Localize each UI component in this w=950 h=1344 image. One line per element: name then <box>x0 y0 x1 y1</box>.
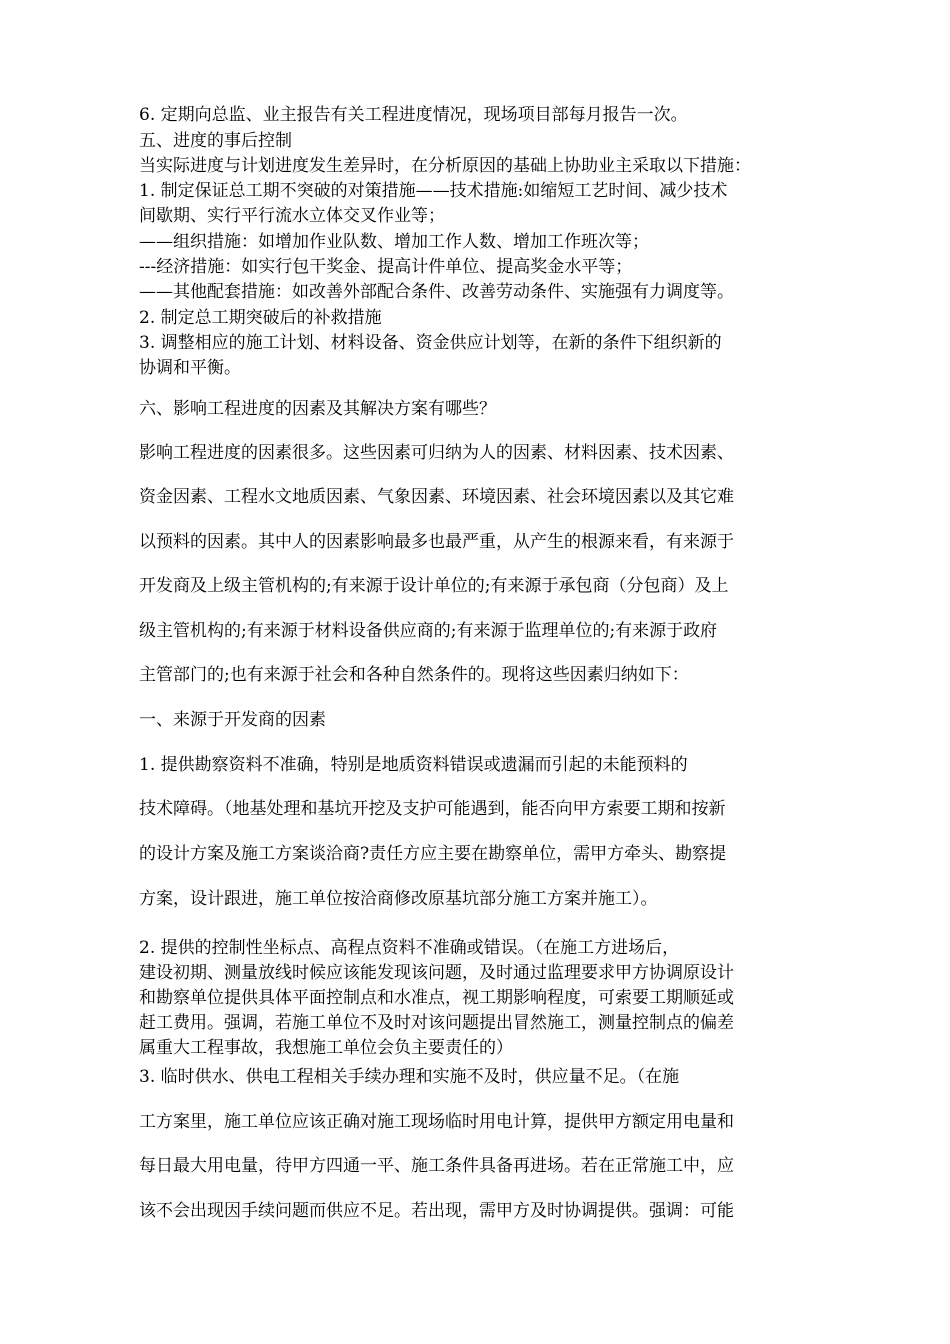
paragraph-line: 主管部门的;也有来源于社会和各种自然条件的。现将这些因素归纳如下： <box>139 665 689 685</box>
point-3-line: 3. 临时供水、供电工程相关手续办理和实施不及时，供应量不足。（在施 <box>139 1067 680 1087</box>
point-2-line: 赶工费用。强调，若施工单位不及时对该问题提出冒然施工，测量控制点的偏差 <box>139 1013 734 1033</box>
list-item-1-line-1: 1. 制定保证总工期不突破的对策措施——技术措施:如缩短工艺时间、减少技术 <box>139 181 728 201</box>
econ-measures: ---经济措施：如实行包干奖金、提高计件单位、提高奖金水平等； <box>139 257 633 277</box>
point-1-line: 技术障碍。（地基处理和基坑开挖及支护可能遇到，能否向甲方索要工期和按新 <box>139 799 726 819</box>
point-3-line: 工方案里，施工单位应该正确对施工现场临时用电计算，提供甲方额定用电量和 <box>139 1112 734 1132</box>
point-2-line: 建设初期、测量放线时候应该能发现该问题，及时通过监理要求甲方协调原设计 <box>139 963 734 983</box>
point-1-line: 的设计方案及施工方案谈洽商?责任方应主要在勘察单位，需甲方牵头、勘察提 <box>139 844 727 864</box>
paragraph-line: 级主管机构的;有来源于材料设备供应商的;有来源于监理单位的;有来源于政府 <box>139 621 718 641</box>
org-measures: ——组织措施：如增加作业队数、增加工作人数、增加工作班次等； <box>139 232 649 252</box>
list-item-3-line-2: 协调和平衡。 <box>139 358 241 378</box>
point-3-line: 该不会出现因手续问题而供应不足。若出现，需甲方及时协调提供。强调：可能 <box>139 1201 734 1221</box>
paragraph-line: 影响工程进度的因素很多。这些因素可归纳为人的因素、材料因素、技术因素、 <box>139 443 734 463</box>
list-item-1-line-2: 间歇期、实行平行流水立体交叉作业等； <box>139 206 445 226</box>
paragraph-line: 以预料的因素。其中人的因素影响最多也最严重，从产生的根源来看，有来源于 <box>139 532 734 552</box>
list-item-3-line-1: 3. 调整相应的施工计划、材料设备、资金供应计划等，在新的条件下组织新的 <box>139 333 722 353</box>
list-item-2: 2. 制定总工期突破后的补救措施 <box>139 308 382 328</box>
paragraph-line: 开发商及上级主管机构的;有来源于设计单位的;有来源于承包商（分包商）及上 <box>139 576 729 596</box>
list-item-6: 6. 定期向总监、业主报告有关工程进度情况，现场项目部每月报告一次。 <box>139 105 688 125</box>
point-2-line: 和勘察单位提供具体平面控制点和水准点，视工期影响程度，可索要工期顺延或 <box>139 988 734 1008</box>
section-heading-6: 六、影响工程进度的因素及其解决方案有哪些？ <box>139 399 496 419</box>
point-2-line: 2. 提供的控制性坐标点、高程点资料不准确或错误。（在施工方进场后， <box>139 938 680 958</box>
other-measures: ——其他配套措施：如改善外部配合条件、改善劳动条件、实施强有力调度等。 <box>139 282 734 302</box>
intro-text: 当实际进度与计划进度发生差异时，在分析原因的基础上协助业主采取以下措施： <box>139 156 751 176</box>
paragraph-line: 资金因素、工程水文地质因素、气象因素、环境因素、社会环境因素以及其它难 <box>139 487 734 507</box>
section-heading-5: 五、进度的事后控制 <box>139 131 292 151</box>
point-3-line: 每日最大用电量，待甲方四通一平、施工条件具备再进场。若在正常施工中，应 <box>139 1156 734 1176</box>
point-1-line: 方案，设计跟进，施工单位按洽商修改原基坑部分施工方案并施工）。 <box>139 889 658 909</box>
sub-heading: 一、来源于开发商的因素 <box>139 710 326 730</box>
point-2-line: 属重大工程事故，我想施工单位会负主要责任的） <box>139 1038 513 1058</box>
point-1-line: 1. 提供勘察资料不准确，特别是地质资料错误或遗漏而引起的未能预料的 <box>139 755 688 775</box>
